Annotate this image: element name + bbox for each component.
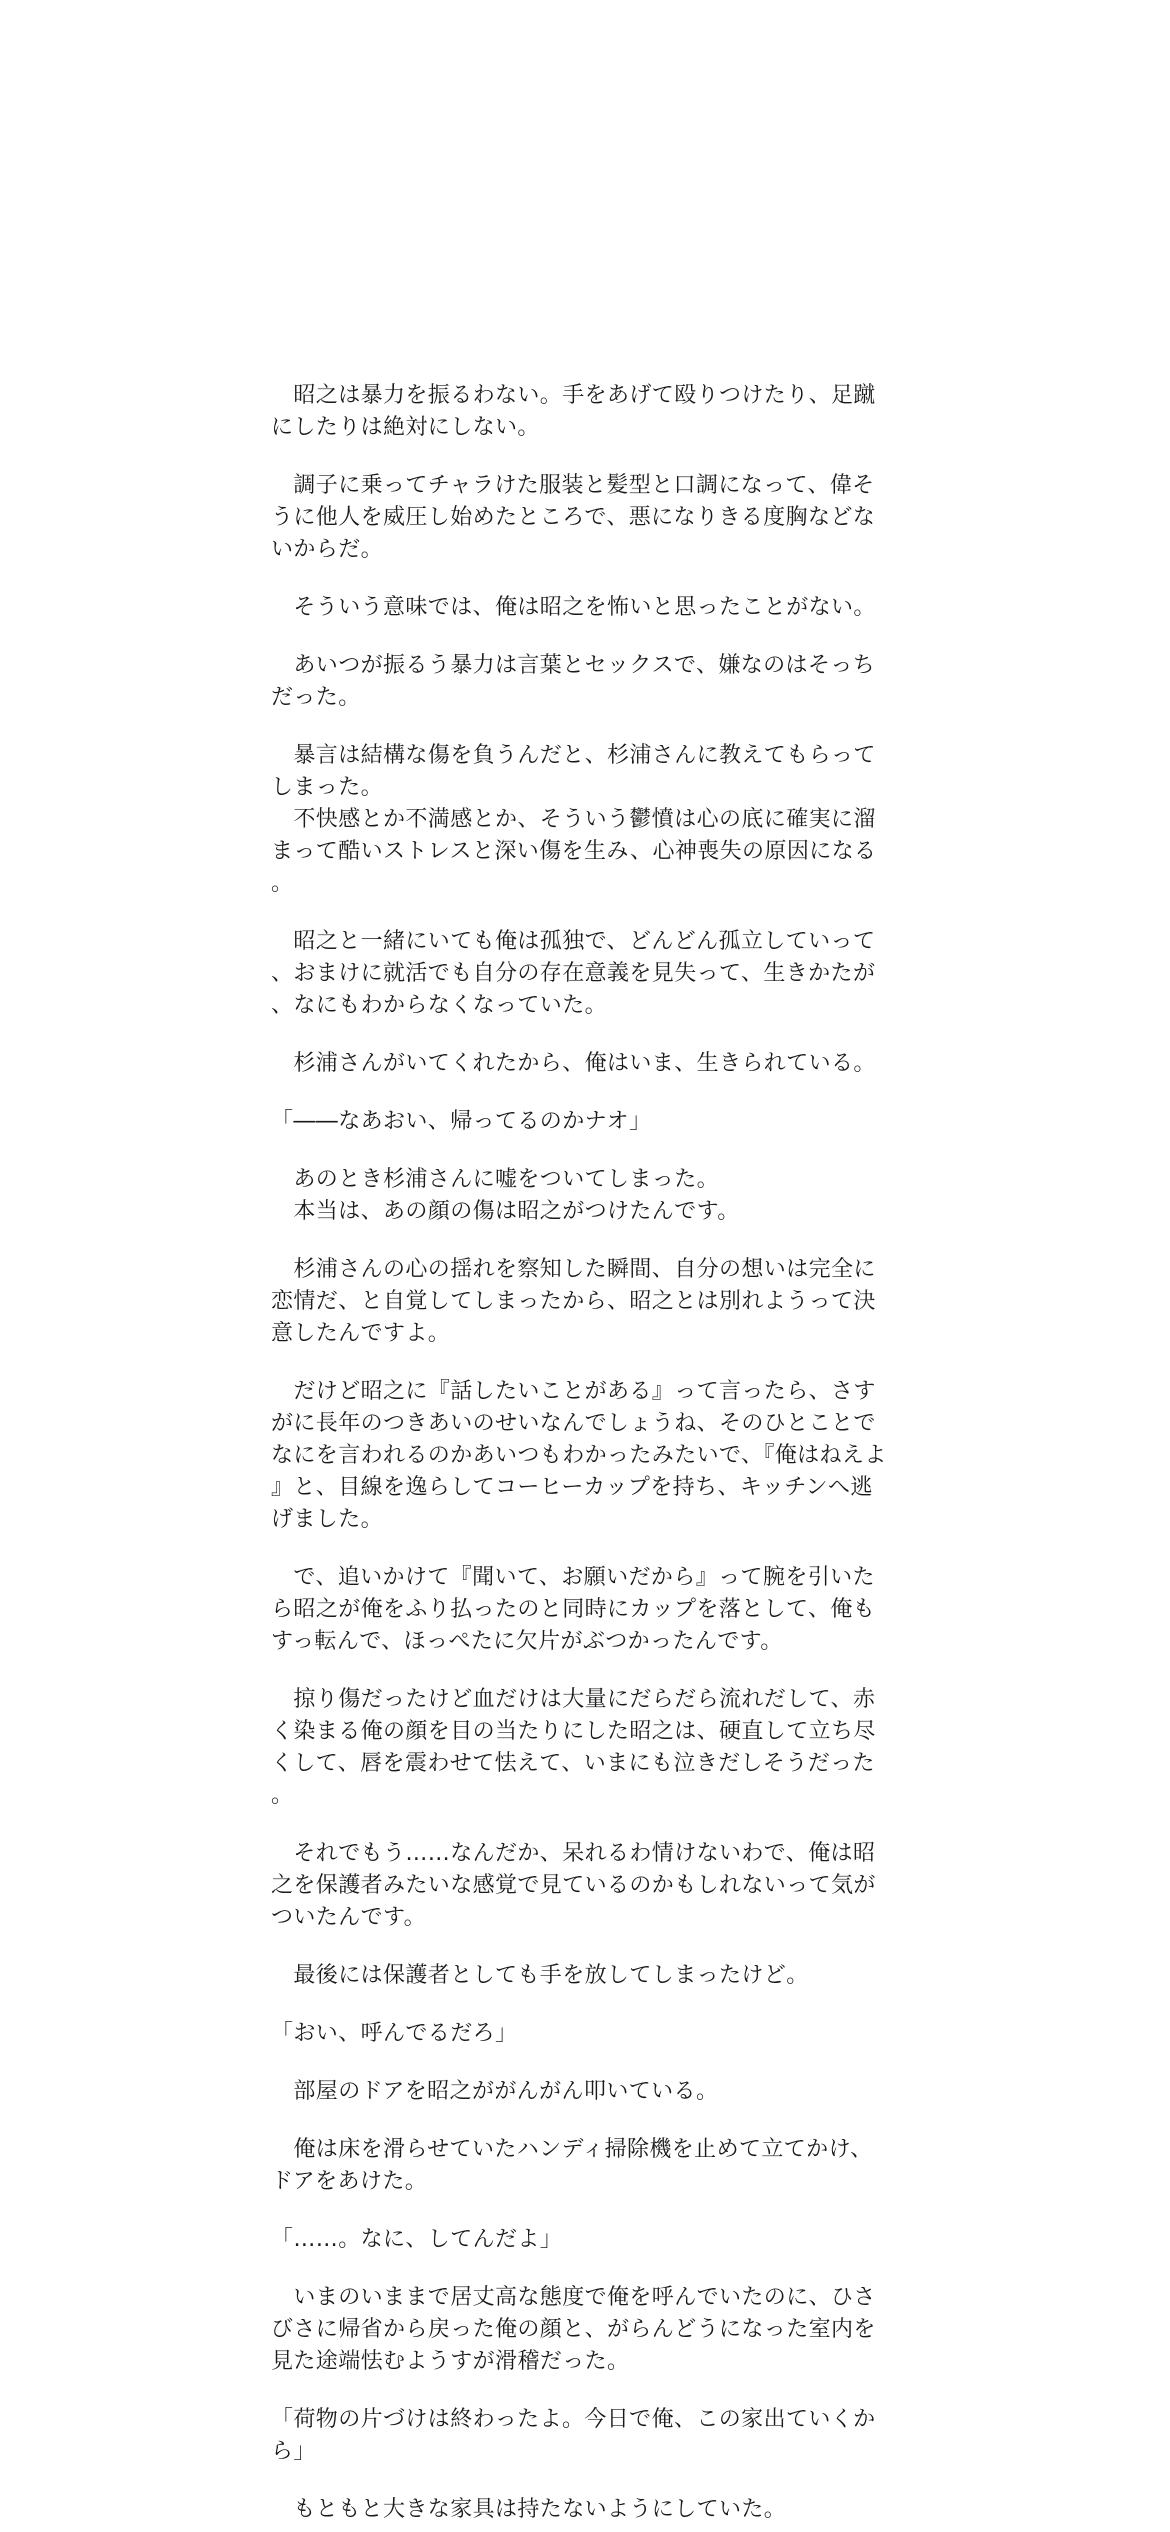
paragraph xyxy=(271,1048,891,1080)
text-line: あいつが振るう暴力は言葉とセックスで、嫌なのはそっちだった。 xyxy=(271,653,876,710)
text-line: 昭之は暴力を振るわない。手をあげて殴りつけたり、足蹴にしたりは絶対にしない。 xyxy=(271,383,876,440)
paragraph xyxy=(271,380,891,444)
paragraph xyxy=(271,2494,891,2526)
text-line: 部屋のドアを昭之ががんがん叩いている。 xyxy=(271,2079,719,2104)
paragraph xyxy=(271,592,891,624)
paragraph xyxy=(271,1838,891,1934)
text-line: あのとき杉浦さんに嘘をついてしまった。 xyxy=(271,1167,720,1192)
paragraph xyxy=(271,1254,891,1350)
text-line: 本当は、あの顔の傷は昭之がつけたんです。 xyxy=(271,1199,740,1224)
text-line: だけど昭之に『話したいことがある』って言ったら、さすがに長年のつきあいのせいなんでしょうね、そのひとことでなにを言われるのかあいつもわかったみたいで、『俺はねえよ』と、目線を逸らしてコーヒーカップを持ち、キッチンへ逃げました。 xyxy=(271,1379,887,1532)
text-line: 不快感とか不満感とか、そういう鬱憤は心の底に確実に溜まって酷いストレスと深い傷を生み、心神喪失の原因になる。 xyxy=(271,807,877,896)
paragraph xyxy=(271,470,891,566)
text-line: 暴言は結構な傷を負うんだと、杉浦さんに教えてもらってしまった。 xyxy=(271,743,876,800)
text-line: 「荷物の片づけは終わったよ。今日で俺、この家出ていくから」 xyxy=(271,2407,876,2464)
text-line: 昭之と一緒にいても俺は孤独で、どんどん孤立していって、おまけに就活でも自分の存在意義を見失って、生きかたが、なにもわからなくなっていた。 xyxy=(271,929,876,1018)
text-line: 「――なあおい、帰ってるのかナオ」 xyxy=(271,1109,652,1134)
reader-page xyxy=(271,380,891,2532)
text-line: 掠り傷だったけど血だけは大量にだらだら流れだして、赤く染まる俺の顔を目の当たりにした昭之は、硬直して立ち尽くして、唇を震わせて怯えて、いまにも泣きだしそうだった。 xyxy=(271,1687,876,1808)
paragraph xyxy=(271,650,891,714)
text-line: もともと大きな家具は持たないようにしていた。 xyxy=(271,2497,787,2522)
paragraph xyxy=(271,2282,891,2378)
paragraph xyxy=(271,2018,891,2050)
text-line: いまのいままで居丈高な態度で俺を呼んでいたのに、ひさびさに帰省から戻った俺の顔と、がらんどうになった室内を見た途端怯むようすが滑稽だった。 xyxy=(271,2285,876,2374)
paragraph xyxy=(271,1960,891,1992)
paragraph xyxy=(271,1106,891,1138)
paragraph xyxy=(271,926,891,1022)
text-line: 杉浦さんの心の揺れを察知した瞬間、自分の想いは完全に恋情だ、と自覚してしまったから、昭之とは別れようって決意したんですよ。 xyxy=(271,1257,876,1346)
text-line: 「おい、呼んでるだろ」 xyxy=(271,2021,518,2046)
paragraph xyxy=(271,2224,891,2256)
paragraph xyxy=(271,2404,891,2468)
text-line: それでもう……なんだか、呆れるわ情けないわで、俺は昭之を保護者みたいな感覚で見ているのかもしれないって気がついたんです。 xyxy=(271,1841,876,1930)
text-line: 「……。なに、してんだよ」 xyxy=(271,2227,563,2252)
paragraph xyxy=(271,2076,891,2108)
text-line: 俺は床を滑らせていたハンディ掃除機を止めて立てかけ、ドアをあけた。 xyxy=(271,2137,873,2194)
text-line: で、追いかけて『聞いて、お願いだから』って腕を引いたら昭之が俺をふり払ったのと同時にカップを落として、俺もすっ転んで、ほっぺたに欠片がぶつかったんです。 xyxy=(271,1565,876,1654)
text-line: 調子に乗ってチャラけた服装と髪型と口調になって、偉そうに他人を威圧し始めたところで、悪になりきる度胸などないからだ。 xyxy=(271,473,876,562)
text-line: 最後には保護者としても手を放してしまったけど。 xyxy=(271,1963,809,1988)
paragraph xyxy=(271,1164,891,1228)
paragraph xyxy=(271,1376,891,1536)
text-line: そういう意味では、俺は昭之を怖いと思ったことがない。 xyxy=(271,595,876,620)
text-line: 杉浦さんがいてくれたから、俺はいま、生きられている。 xyxy=(271,1051,876,1076)
paragraph xyxy=(271,740,891,900)
paragraph xyxy=(271,1562,891,1658)
paragraph xyxy=(271,2134,891,2198)
paragraph xyxy=(271,1684,891,1812)
